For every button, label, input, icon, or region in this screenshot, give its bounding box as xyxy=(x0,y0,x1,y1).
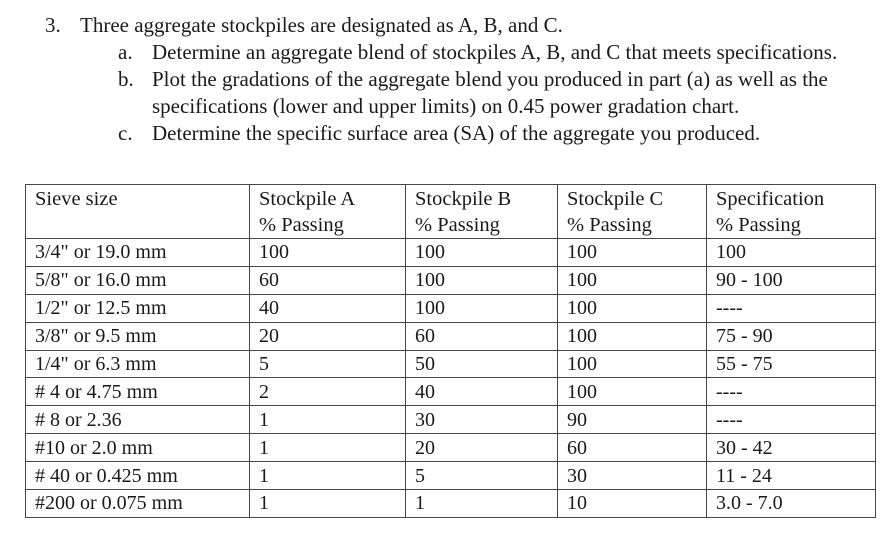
subitem-b-text: Plot the gradations of the aggregate blend you produced in part (a) as well as the specifications (lower and upper limits) on 0.45 power gradation chart. xyxy=(152,67,828,118)
specification-cell: ---- xyxy=(707,294,876,322)
header-stockpile-b-subtitle: % Passing xyxy=(415,214,500,236)
problem-statement xyxy=(0,0,890,147)
header-stockpile-b xyxy=(406,185,558,239)
stockpile-c-cell: 90 xyxy=(558,406,707,434)
sieve-size-cell: 3/8" or 9.5 mm xyxy=(26,322,250,350)
subitem-b-label: b. xyxy=(118,67,134,91)
stockpile-c-cell: 100 xyxy=(558,294,707,322)
stockpile-a-cell: 1 xyxy=(250,434,406,462)
specification-cell: 100 xyxy=(707,239,876,267)
table-row xyxy=(26,378,876,406)
problem-main-line xyxy=(45,12,890,39)
table-row xyxy=(26,239,876,267)
specification-cell: 3.0 - 7.0 xyxy=(707,490,876,518)
stockpile-b-cell: 100 xyxy=(406,239,558,267)
problem-subitems xyxy=(45,39,890,147)
header-specification xyxy=(707,185,876,239)
subitem-c xyxy=(118,120,890,147)
table-row xyxy=(26,434,876,462)
stockpile-a-cell: 1 xyxy=(250,406,406,434)
header-stockpile-c xyxy=(558,185,707,239)
header-stockpile-a xyxy=(250,185,406,239)
specification-cell: 55 - 75 xyxy=(707,350,876,378)
stockpile-a-cell: 2 xyxy=(250,378,406,406)
table-row xyxy=(26,294,876,322)
stockpile-a-cell: 60 xyxy=(250,266,406,294)
header-sieve-size xyxy=(26,185,250,239)
sieve-size-cell: 1/4" or 6.3 mm xyxy=(26,350,250,378)
problem-text: Three aggregate stockpiles are designated as A, B, and C. xyxy=(80,13,563,37)
gradation-table xyxy=(25,184,876,518)
header-specification-title: Specification xyxy=(716,188,825,210)
problem-number: 3. xyxy=(45,13,61,37)
header-stockpile-c-subtitle: % Passing xyxy=(567,214,652,236)
header-stockpile-a-title: Stockpile A xyxy=(259,188,356,210)
stockpile-b-cell: 1 xyxy=(406,490,558,518)
subitem-b xyxy=(118,66,890,120)
stockpile-b-cell: 60 xyxy=(406,322,558,350)
sieve-size-cell: 3/4" or 19.0 mm xyxy=(26,239,250,267)
table-row xyxy=(26,406,876,434)
specification-cell: 30 - 42 xyxy=(707,434,876,462)
sieve-size-cell: # 8 or 2.36 xyxy=(26,406,250,434)
table-row xyxy=(26,462,876,490)
stockpile-a-cell: 100 xyxy=(250,239,406,267)
stockpile-a-cell: 1 xyxy=(250,490,406,518)
sieve-size-cell: # 40 or 0.425 mm xyxy=(26,462,250,490)
stockpile-c-cell: 100 xyxy=(558,239,707,267)
sieve-size-cell: 1/2" or 12.5 mm xyxy=(26,294,250,322)
sieve-size-cell: 5/8" or 16.0 mm xyxy=(26,266,250,294)
specification-cell: 90 - 100 xyxy=(707,266,876,294)
stockpile-b-cell: 30 xyxy=(406,406,558,434)
stockpile-c-cell: 10 xyxy=(558,490,707,518)
subitem-a-label: a. xyxy=(118,40,133,64)
stockpile-b-cell: 100 xyxy=(406,294,558,322)
sieve-size-cell: # 4 or 4.75 mm xyxy=(26,378,250,406)
stockpile-c-cell: 60 xyxy=(558,434,707,462)
stockpile-c-cell: 100 xyxy=(558,378,707,406)
specification-cell: 75 - 90 xyxy=(707,322,876,350)
stockpile-b-cell: 100 xyxy=(406,266,558,294)
stockpile-b-cell: 20 xyxy=(406,434,558,462)
subitem-a xyxy=(118,39,890,66)
stockpile-b-cell: 5 xyxy=(406,462,558,490)
gradation-table-body xyxy=(26,239,876,518)
table-row xyxy=(26,266,876,294)
table-row xyxy=(26,322,876,350)
header-stockpile-b-title: Stockpile B xyxy=(415,188,512,210)
header-row xyxy=(26,185,876,239)
stockpile-a-cell: 5 xyxy=(250,350,406,378)
stockpile-a-cell: 20 xyxy=(250,322,406,350)
stockpile-c-cell: 30 xyxy=(558,462,707,490)
subitem-c-label: c. xyxy=(118,121,133,145)
stockpile-c-cell: 100 xyxy=(558,322,707,350)
sieve-size-cell: #10 or 2.0 mm xyxy=(26,434,250,462)
stockpile-a-cell: 40 xyxy=(250,294,406,322)
stockpile-c-cell: 100 xyxy=(558,266,707,294)
header-specification-subtitle: % Passing xyxy=(716,214,801,236)
specification-cell: ---- xyxy=(707,406,876,434)
stockpile-b-cell: 40 xyxy=(406,378,558,406)
gradation-table-header xyxy=(26,185,876,239)
header-stockpile-a-subtitle: % Passing xyxy=(259,214,344,236)
subitem-c-text: Determine the specific surface area (SA) of the aggregate you produced. xyxy=(152,121,761,145)
table-row xyxy=(26,350,876,378)
header-stockpile-c-title: Stockpile C xyxy=(567,188,664,210)
specification-cell: 11 - 24 xyxy=(707,462,876,490)
sieve-size-cell: #200 or 0.075 mm xyxy=(26,490,250,518)
subitem-a-text: Determine an aggregate blend of stockpiles A, B, and C that meets specifications. xyxy=(152,40,838,64)
stockpile-a-cell: 1 xyxy=(250,462,406,490)
stockpile-c-cell: 100 xyxy=(558,350,707,378)
header-sieve-size-title: Sieve size xyxy=(35,188,118,210)
specification-cell: ---- xyxy=(707,378,876,406)
stockpile-b-cell: 50 xyxy=(406,350,558,378)
table-row xyxy=(26,490,876,518)
